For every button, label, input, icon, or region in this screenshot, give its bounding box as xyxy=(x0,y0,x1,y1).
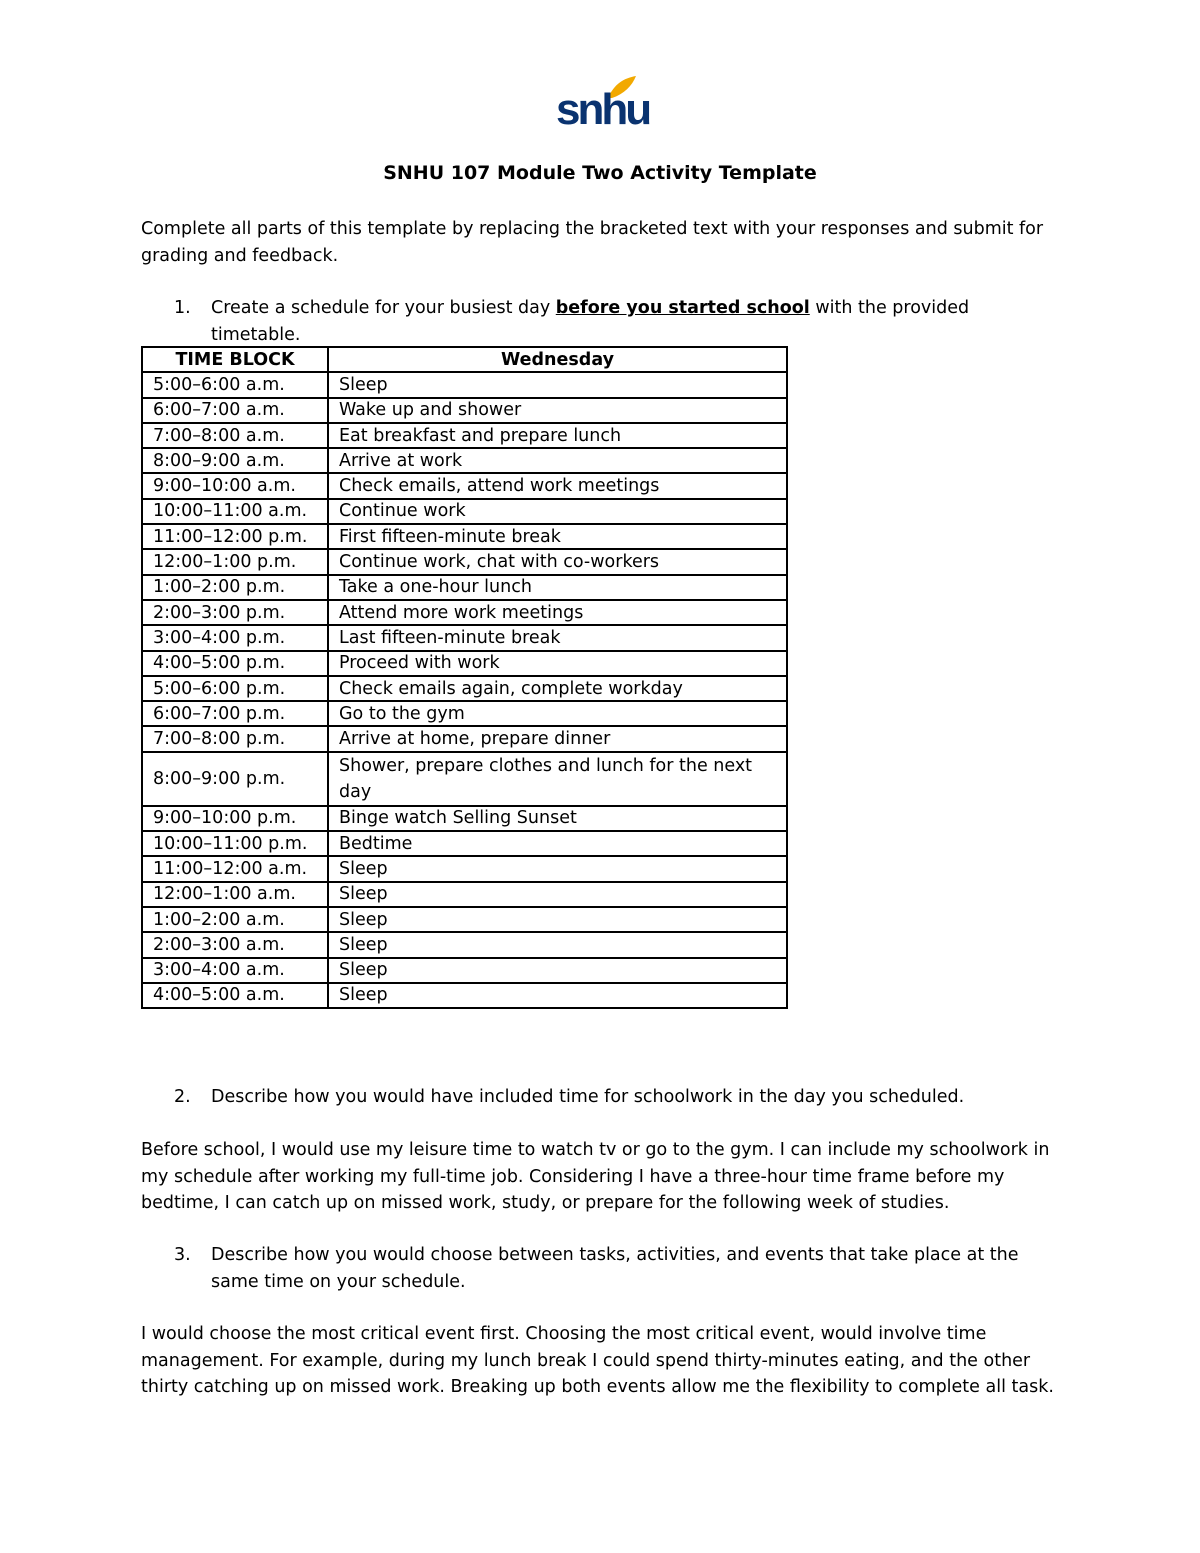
activity-cell: Shower, prepare clothes and lunch for the next day xyxy=(328,752,787,806)
table-row xyxy=(142,831,787,856)
activity-cell: Check emails again, complete workday xyxy=(328,676,787,701)
question-text-end: with the provided timetable. xyxy=(211,298,970,345)
answer-2: Before school, I would use my leisure time to watch tv or go to the gym. I can include my schoolwork in my schedule after working my full-time job. Considering I have a three-hour time frame before my bedtime, I can catch up on missed work, study, or prepare for the following week of studies. xyxy=(141,1140,1050,1213)
table-row xyxy=(142,958,787,983)
activity-cell: Eat breakfast and prepare lunch xyxy=(328,423,787,448)
time-cell: 5:00–6:00 p.m. xyxy=(142,676,328,701)
table-row xyxy=(142,575,787,600)
question-number: 2. xyxy=(174,1087,191,1107)
table-row xyxy=(142,983,787,1008)
question-number: 3. xyxy=(174,1245,191,1265)
table-row xyxy=(142,726,787,751)
activity-cell: Sleep xyxy=(328,983,787,1008)
question-2 xyxy=(141,1084,1061,1111)
table-row xyxy=(142,398,787,423)
time-cell: 7:00–8:00 a.m. xyxy=(142,423,328,448)
activity-cell: Continue work, chat with co-workers xyxy=(328,549,787,574)
activity-cell: Sleep xyxy=(328,856,787,881)
question-text: Describe how you would have included time for schoolwork in the day you scheduled. xyxy=(211,1087,965,1107)
activity-cell: Sleep xyxy=(328,932,787,957)
table-row xyxy=(142,423,787,448)
question-3 xyxy=(141,1242,1061,1295)
time-cell: 4:00–5:00 p.m. xyxy=(142,651,328,676)
table-row xyxy=(142,600,787,625)
activity-cell: Sleep xyxy=(328,372,787,397)
question-number: 1. xyxy=(174,298,191,318)
activity-cell: Binge watch Selling Sunset xyxy=(328,806,787,831)
table-row xyxy=(142,856,787,881)
header-day: Wednesday xyxy=(328,347,787,372)
time-cell: 11:00–12:00 a.m. xyxy=(142,856,328,881)
activity-cell: Bedtime xyxy=(328,831,787,856)
logo-wordmark: snhu xyxy=(556,85,650,134)
table-row xyxy=(142,651,787,676)
time-cell: 6:00–7:00 a.m. xyxy=(142,398,328,423)
activity-cell: Arrive at home, prepare dinner xyxy=(328,726,787,751)
activity-cell: Check emails, attend work meetings xyxy=(328,473,787,498)
time-cell: 6:00–7:00 p.m. xyxy=(142,701,328,726)
table-row xyxy=(142,701,787,726)
table-row xyxy=(142,907,787,932)
table-row xyxy=(142,524,787,549)
activity-cell: Arrive at work xyxy=(328,448,787,473)
table-row xyxy=(142,499,787,524)
question-text: Describe how you would choose between tasks, activities, and events that take place at the same time on your schedule. xyxy=(211,1245,1019,1292)
emphasized-text: before you started school xyxy=(555,298,810,318)
table-row xyxy=(142,473,787,498)
activity-cell: Wake up and shower xyxy=(328,398,787,423)
question-1 xyxy=(141,295,1061,348)
time-cell: 2:00–3:00 p.m. xyxy=(142,600,328,625)
time-cell: 8:00–9:00 a.m. xyxy=(142,448,328,473)
time-cell: 4:00–5:00 a.m. xyxy=(142,983,328,1008)
time-cell: 11:00–12:00 p.m. xyxy=(142,524,328,549)
activity-cell: Go to the gym xyxy=(328,701,787,726)
snhu-logo xyxy=(556,74,650,134)
time-cell: 10:00–11:00 a.m. xyxy=(142,499,328,524)
table-row xyxy=(142,549,787,574)
activity-cell: Attend more work meetings xyxy=(328,600,787,625)
time-cell: 8:00–9:00 p.m. xyxy=(142,752,328,806)
time-cell: 9:00–10:00 a.m. xyxy=(142,473,328,498)
table-row xyxy=(142,806,787,831)
table-row xyxy=(142,676,787,701)
table-row xyxy=(142,752,787,806)
table-row xyxy=(142,932,787,957)
time-cell: 10:00–11:00 p.m. xyxy=(142,831,328,856)
time-cell: 9:00–10:00 p.m. xyxy=(142,806,328,831)
page-title: SNHU 107 Module Two Activity Template xyxy=(383,162,817,184)
time-cell: 2:00–3:00 a.m. xyxy=(142,932,328,957)
activity-cell: Sleep xyxy=(328,882,787,907)
table-row xyxy=(142,882,787,907)
table-row xyxy=(142,448,787,473)
time-cell: 12:00–1:00 p.m. xyxy=(142,549,328,574)
answer-3: I would choose the most critical event first. Choosing the most critical event, would involve time management. For example, during my lunch break I could spend thirty-minutes eating, and the other thirty catching up on missed work. Breaking up both events allow me the flexibility to complete all task. xyxy=(141,1324,1054,1397)
time-cell: 3:00–4:00 a.m. xyxy=(142,958,328,983)
activity-cell: Last fifteen-minute break xyxy=(328,625,787,650)
activity-cell: Take a one-hour lunch xyxy=(328,575,787,600)
activity-cell: Continue work xyxy=(328,499,787,524)
question-text xyxy=(211,295,1061,348)
activity-cell: Sleep xyxy=(328,958,787,983)
time-cell: 3:00–4:00 p.m. xyxy=(142,625,328,650)
table-row xyxy=(142,625,787,650)
table-header-row xyxy=(142,347,787,372)
table-row xyxy=(142,372,787,397)
activity-cell: Sleep xyxy=(328,907,787,932)
time-cell: 5:00–6:00 a.m. xyxy=(142,372,328,397)
time-cell: 12:00–1:00 a.m. xyxy=(142,882,328,907)
time-cell: 7:00–8:00 p.m. xyxy=(142,726,328,751)
instructions: Complete all parts of this template by replacing the bracketed text with your responses and submit for grading and feedback. xyxy=(141,219,1044,266)
schedule-table xyxy=(141,346,788,1009)
time-cell: 1:00–2:00 p.m. xyxy=(142,575,328,600)
header-time-block: TIME BLOCK xyxy=(142,347,328,372)
question-text-start: Create a schedule for your busiest day xyxy=(211,298,556,318)
activity-cell: First fifteen-minute break xyxy=(328,524,787,549)
time-cell: 1:00–2:00 a.m. xyxy=(142,907,328,932)
activity-cell: Proceed with work xyxy=(328,651,787,676)
